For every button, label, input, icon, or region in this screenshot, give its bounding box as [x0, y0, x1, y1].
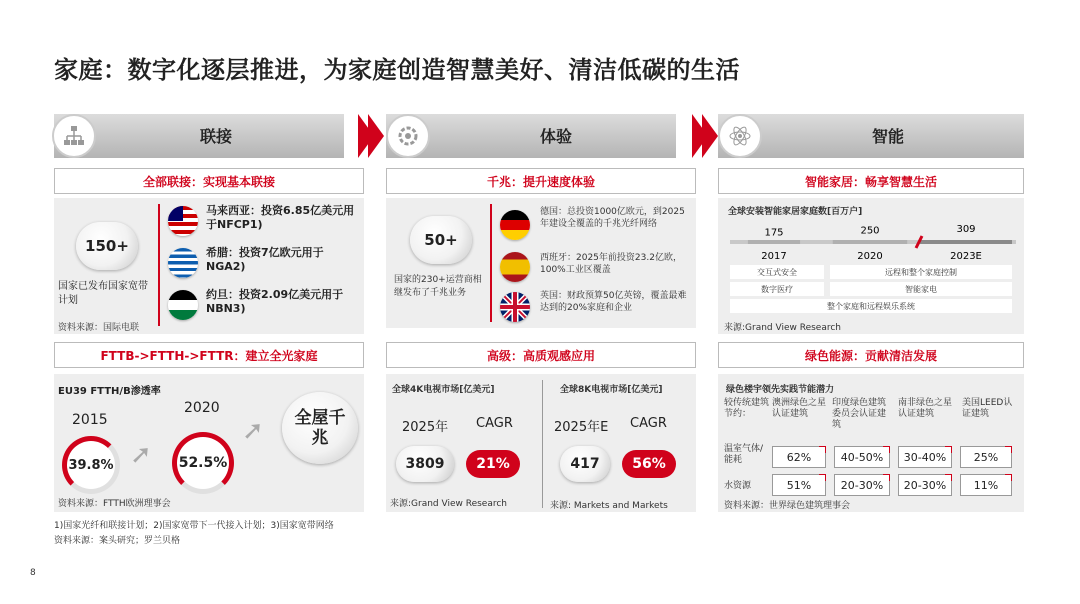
- penetration-2015: 39.8%: [62, 436, 120, 494]
- market-value-8k: 417: [560, 446, 610, 482]
- section-header: 高级：高质观感应用: [386, 342, 696, 368]
- source-note: 资料来源：世界绿色建筑理事会: [724, 501, 851, 511]
- item-malaysia: 马来西亚：投资6.85亿美元用于NFCP1): [206, 204, 355, 231]
- footnote: 资料来源：案头研究；罗兰贝格: [54, 536, 181, 546]
- cagr-label: CAGR: [630, 416, 667, 431]
- chart-title: 全球安装智能家居家庭数[百万户]: [728, 207, 863, 217]
- year-label: 2020: [184, 400, 220, 416]
- value-cell: 20-30%: [898, 474, 952, 496]
- band-experience-label: 体验: [540, 127, 573, 146]
- col-header: 较传统建筑节约：: [724, 398, 770, 419]
- jordan-flag-icon: [168, 290, 198, 320]
- stat-desc: 国家的230+运营商相继发布了千兆业务: [394, 275, 482, 298]
- chart-category-label: 2017: [761, 251, 787, 262]
- value-cell: 30-40%: [898, 446, 952, 468]
- source-note: 来源:Grand View Research: [390, 499, 508, 509]
- divider: [542, 380, 543, 508]
- col-header: 印度绿色建筑委员会认证建筑: [832, 398, 887, 430]
- network-icon: [52, 114, 96, 158]
- value-cell: 20-30%: [834, 474, 890, 496]
- page-number: 8: [30, 568, 36, 578]
- stat-desc: 国家已发布国家宽带计划: [58, 281, 148, 306]
- panel-subtitle: 绿色楼宇领先实践节能潜力: [726, 385, 835, 395]
- source-note: 来源:Grand View Research: [724, 323, 842, 333]
- chart-value-label: 175: [764, 227, 784, 239]
- smart-home-chart: [726, 214, 1022, 266]
- divider: [490, 204, 492, 322]
- page-title: 家庭：数字化逐层推进，为家庭创造智慧美好、清洁低碳的生活: [54, 56, 740, 84]
- year-label: 2015: [72, 412, 108, 428]
- value-cell: 11%: [960, 474, 1012, 496]
- tag: 整个家庭和远程娱乐系统: [730, 299, 1012, 313]
- band-smart-label: 智能: [872, 127, 905, 146]
- item-spain: 西班牙：2025年前投资23.2亿欧，100%工业区覆盖: [540, 253, 682, 275]
- section-header: 绿色能源：贡献清洁发展: [718, 342, 1024, 368]
- tag: 数字医疗: [730, 282, 824, 296]
- chart-category-label: 2020: [857, 251, 883, 262]
- footnote: 1)国家光纤和联接计划；2)国家宽带下一代接入计划；3)国家宽带网络: [54, 521, 334, 531]
- chart-value-label: 309: [956, 224, 976, 235]
- panel-subtitle: 全球4K电视市场[亿美元]: [392, 385, 495, 395]
- arrow-icon: ➚: [130, 440, 152, 470]
- germany-flag-icon: [500, 210, 530, 240]
- value-cell: 25%: [960, 446, 1012, 468]
- value-cell: 51%: [772, 474, 826, 496]
- panel-subtitle: EU39 FTTH/B渗透率: [58, 386, 161, 397]
- gigabit-home-bubble: 全屋千兆: [282, 392, 358, 464]
- row-label: 水资源: [724, 481, 752, 491]
- spain-flag-icon: [500, 252, 530, 282]
- market-value-4k: 3809: [396, 446, 454, 482]
- section-header: 全部联接：实现基本联接: [54, 168, 364, 194]
- item-jordan: 约旦：投资2.09亿美元用于NBN3): [206, 288, 344, 315]
- source-note: 来源: Markets and Markets: [550, 501, 668, 511]
- cagr-8k: 56%: [622, 450, 676, 478]
- section-header: FTTB->FTTH->FTTR：建立全光家庭: [54, 342, 364, 368]
- chevron-icon: [702, 114, 718, 158]
- value-cell: 40-50%: [834, 446, 890, 468]
- band-connect: [54, 114, 344, 158]
- uk-flag-icon: [500, 292, 530, 322]
- year-label: 2025年E: [554, 420, 609, 435]
- band-smart: [718, 114, 1024, 158]
- gear-icon: [386, 114, 430, 158]
- col-header: 南非绿色之星认证建筑: [898, 398, 953, 419]
- section-header: 智能家居：畅享智慧生活: [718, 168, 1024, 194]
- row-label: 温室气体/能耗: [724, 444, 764, 465]
- divider: [158, 204, 160, 326]
- chart-value-label: 250: [860, 225, 880, 237]
- cagr-4k: 21%: [466, 450, 520, 478]
- stat-bubble: 150+: [76, 222, 138, 270]
- greece-flag-icon: [168, 248, 198, 278]
- tag: 远程和整个家庭控制: [830, 265, 1012, 279]
- item-greece: 希腊：投资7亿欧元用于NGA2): [206, 246, 324, 273]
- col-header: 美国LEED认证建筑: [962, 398, 1013, 419]
- item-uk: 英国：财政预算50亿英镑，覆盖最难达到的20%家庭和企业: [540, 291, 687, 313]
- value-cell: 62%: [772, 446, 826, 468]
- tag: 交互式安全: [730, 265, 824, 279]
- atom-icon: [718, 114, 762, 158]
- chevron-icon: [368, 114, 384, 158]
- col-header: 澳洲绿色之星认证建筑: [772, 398, 827, 419]
- year-label: 2025年: [402, 420, 449, 435]
- source-note: 资料来源：国际电联: [58, 323, 140, 333]
- cagr-label: CAGR: [476, 416, 513, 431]
- penetration-2020: 52.5%: [172, 432, 234, 494]
- source-note: 资料来源：FTTH欧洲理事会: [58, 499, 171, 509]
- item-germany: 德国：总投资1000亿欧元，到2025年建设全覆盖的千兆光纤网络: [540, 207, 685, 229]
- chart-category-label: 2023E: [950, 251, 982, 262]
- stat-bubble: 50+: [410, 216, 472, 264]
- section-header: 千兆：提升速度体验: [386, 168, 696, 194]
- panel-subtitle: 全球8K电视市场[亿美元]: [560, 385, 663, 395]
- arrow-icon: ➚: [242, 416, 264, 446]
- tag: 智能家电: [830, 282, 1012, 296]
- malaysia-flag-icon: [168, 206, 198, 236]
- band-connect-label: 联接: [200, 127, 233, 146]
